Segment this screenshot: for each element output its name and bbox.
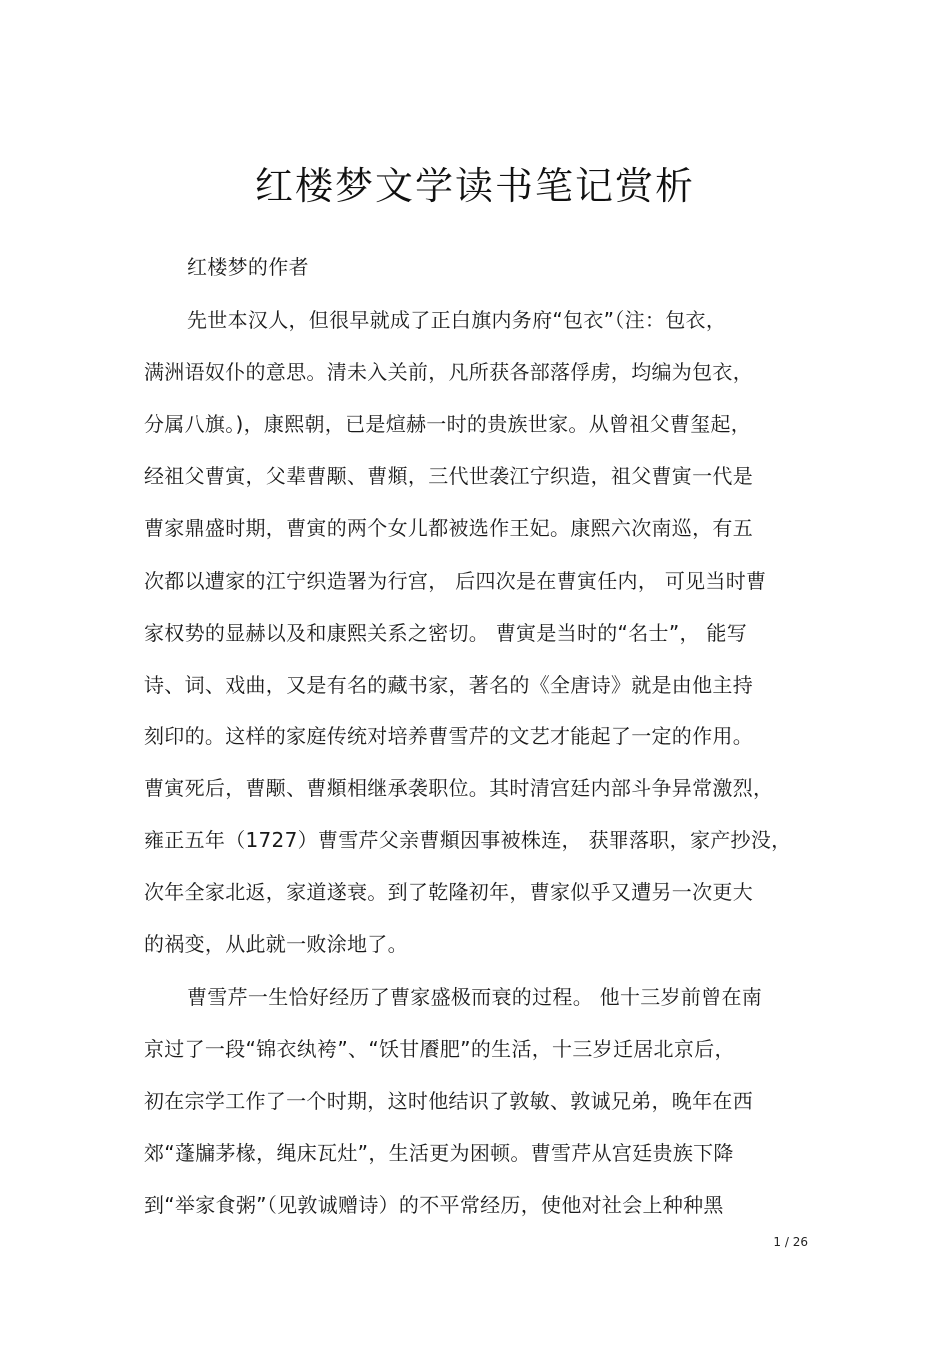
paragraph-line: 雍正五年（1727）曹雪芹父亲曹頫因事被株连， 获罪落职，家产抄没，: [144, 828, 792, 852]
paragraph-line: 先世本汉人，但很早就成了正白旗内务府“包衣”（注：包衣，: [187, 308, 727, 332]
paragraph-line: 曹家鼎盛时期，曹寅的两个女儿都被选作王妃。康熙六次南巡，有五: [144, 516, 753, 540]
document-title: 红楼梦文学读书笔记赏析: [254, 164, 695, 208]
paragraph-line: 的祸变，从此就一败涂地了。: [144, 932, 408, 956]
paragraph-line: 曹寅死后，曹颙、曹頫相继承袭职位。其时清宫廷内部斗争异常激烈，: [144, 776, 774, 800]
paragraph-line: 满洲语奴仆的意思。清未入关前，凡所获各部落俘虏，均编为包衣，: [144, 360, 753, 384]
paragraph-line: 曹雪芹一生恰好经历了曹家盛极而衰的过程。 他十三岁前曾在南: [187, 985, 763, 1009]
paragraph-line: 诗、词、戏曲，又是有名的藏书家，著名的《全唐诗》就是由他主持: [144, 673, 753, 697]
paragraph-line: 京过了一段“锦衣纨袴”、“饫甘餍肥”的生活，十三岁迁居北京后，: [144, 1037, 735, 1061]
paragraph-line: 次都以遭家的江宁织造署为行宫， 后四次是在曹寅任内， 可见当时曹: [144, 569, 767, 593]
paragraph-line: 经祖父曹寅，父辈曹颙、曹頫，三代世袭江宁织造，祖父曹寅一代是: [144, 464, 753, 488]
paragraph-line: 郊“蓬牖茅椽，绳床瓦灶”，生活更为困顿。曹雪芹从宫廷贵族下降: [144, 1141, 734, 1165]
paragraph-line: 刻印的。这样的家庭传统对培养曹雪芹的文艺才能起了一定的作用。: [144, 724, 753, 748]
section-heading: 红楼梦的作者: [187, 255, 309, 279]
paragraph-line: 分属八旗。)，康熙朝，已是煊赫一时的贵族世家。从曾祖父曹玺起，: [144, 412, 752, 436]
paragraph-line: 家权势的显赫以及和康熙关系之密切。 曹寅是当时的“名士”， 能写: [144, 621, 748, 645]
paragraph-line: 到“举家食粥”（见敦诚赠诗）的不平常经历，使他对社会上种种黑: [144, 1193, 724, 1217]
paragraph-line: 次年全家北返，家道遂衰。到了乾隆初年，曹家似乎又遭另一次更大: [144, 880, 753, 904]
page-number: 1 / 26: [773, 1235, 808, 1249]
paragraph-line: 初在宗学工作了一个时期，这时他结识了敦敏、敦诚兄弟，晚年在西: [144, 1089, 753, 1113]
